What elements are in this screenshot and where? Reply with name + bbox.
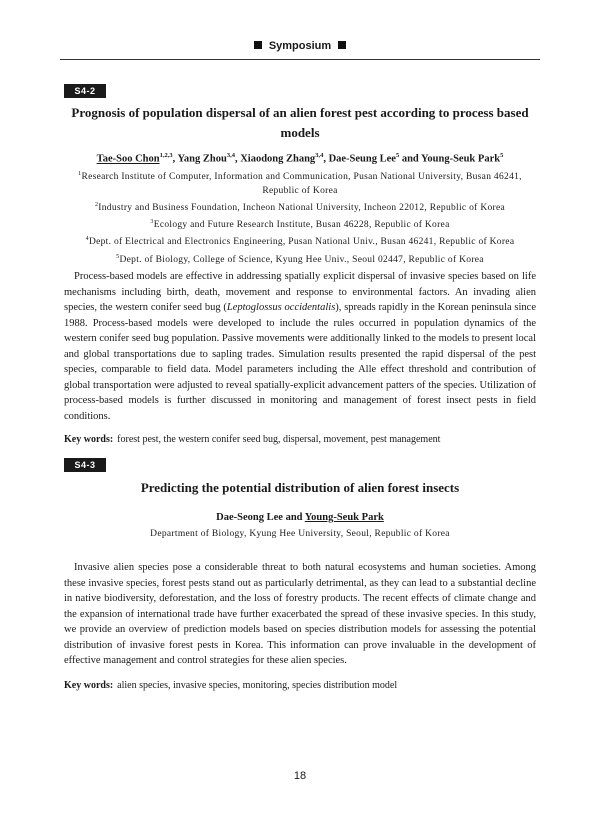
affiliation-line: Department of Biology, Kyung Hee University, Seoul, Republic of Korea: [150, 529, 450, 539]
page-number: 18: [293, 770, 307, 782]
header-rule: [60, 59, 540, 60]
keywords-line: [64, 680, 536, 691]
abstract-title: Predicting the potential distribution of alien forest insects: [140, 480, 460, 495]
affiliation-list: [64, 167, 536, 267]
keywords-text: forest pest, the western conifer seed bug, dispersal, movement, pest management: [117, 434, 441, 445]
author-name: Dae-Seung Lee: [328, 153, 396, 165]
affiliation-line: $^4$Dept. of Electrical and Electronics Engineering, Pusan National Univ., Busan 46241, Republic of Korea: [85, 236, 515, 248]
author-name: Young-Seuk Park: [304, 512, 384, 523]
section-header: [60, 40, 540, 52]
affiliation-line: $^3$Ecology and Future Research Institute, Busan 46228, Republic of Korea: [150, 219, 450, 231]
keywords-text: alien species, invasive species, monitoring, species distribution model: [117, 680, 398, 691]
session-code-badge: S4-2: [64, 84, 106, 98]
keywords-label: Key words:: [64, 680, 114, 691]
author-list: Dae-Seong Lee and Young-Seuk Park: [216, 512, 384, 523]
affiliation-line: $^2$Industry and Business Foundation, Incheon National University, Incheon 22012, Republic of Korea: [94, 202, 506, 214]
species-name: Leptoglossus occidentalis: [226, 302, 336, 313]
author-name: Young-Seuk Park: [421, 153, 501, 165]
keywords-label: Key words:: [64, 434, 114, 445]
section-header-label: Symposium: [268, 40, 332, 52]
author-name: Yang Zhou: [177, 153, 227, 165]
abstract-title: Prognosis of population dispersal of an alien forest pest according to process based models: [71, 105, 529, 140]
affiliation-line: $^1$Research Institute of Computer, Information and Communication, Pusan National University, Busan 46241, Republic of Korea: [78, 171, 522, 197]
keywords-line: [64, 434, 536, 445]
author-name: Xiaodong Zhang: [240, 153, 316, 165]
session-code-badge: S4-3: [64, 458, 106, 472]
abstract-body: Process-based models are effective in addressing spatially explicit dispersal of invasive species based on life mechanisms including birth, death, movement and response to environmental factors. An invading alien species, the western conifer seed bug (Leptoglossus occidentalis), spreads rapidly in the Korean peninsula since 1988. Process-based models were developed to include the rules occurred in population dynamics of the western conifer seed bug population. Passive movements were additionally linked to the models to present local and global transportations due to sapling trades. Simulation results presented the rapid dispersal of the pest species, comparable to field data. Model parameters including the Alle effect threshold and contribution of global transportation were adjusted to reveal spatially-explicit advancement patters of the species. Utilization of process-based models is further discussed in monitoring and management of forest insect pests in field conditions.: [64, 271, 536, 422]
abstract-body: Invasive alien species pose a considerable threat to both natural ecosystems and human societies. Among these invasive species, forest pests stand out as particularly detrimental, as they can lead to a substantial decline in native biodiversity, deforestation, and the loss of forestry products. The recent effects of climate change and the expansion of international trade have further exacerbated the spread of these invasive species. In this study, we provide an overview of prediction models based on species distribution models for assessing the potential distribution of invasive forest pests in Korea. This information can prove invaluable in the development of effective management and control strategies for these alien species.: [64, 562, 536, 666]
affiliation-line: $^5$Dept. of Biology, College of Science, Kyung Hee Univ., Seoul 02447, Republic of Korea: [116, 253, 484, 265]
square-bullet-icon: [254, 41, 262, 49]
author-name: Tae-Soo Chon: [96, 153, 160, 165]
author-list: Tae-Soo Chon$^{1,2,3}$, Yang Zhou$^{3,4}$, Xiaodong Zhang$^{3,4}$, Dae-Seung Lee$^5$ and Young-Seuk Park$^5$: [96, 152, 504, 165]
author-name: Dae-Seong Lee: [216, 512, 283, 523]
square-bullet-icon: [338, 41, 346, 49]
